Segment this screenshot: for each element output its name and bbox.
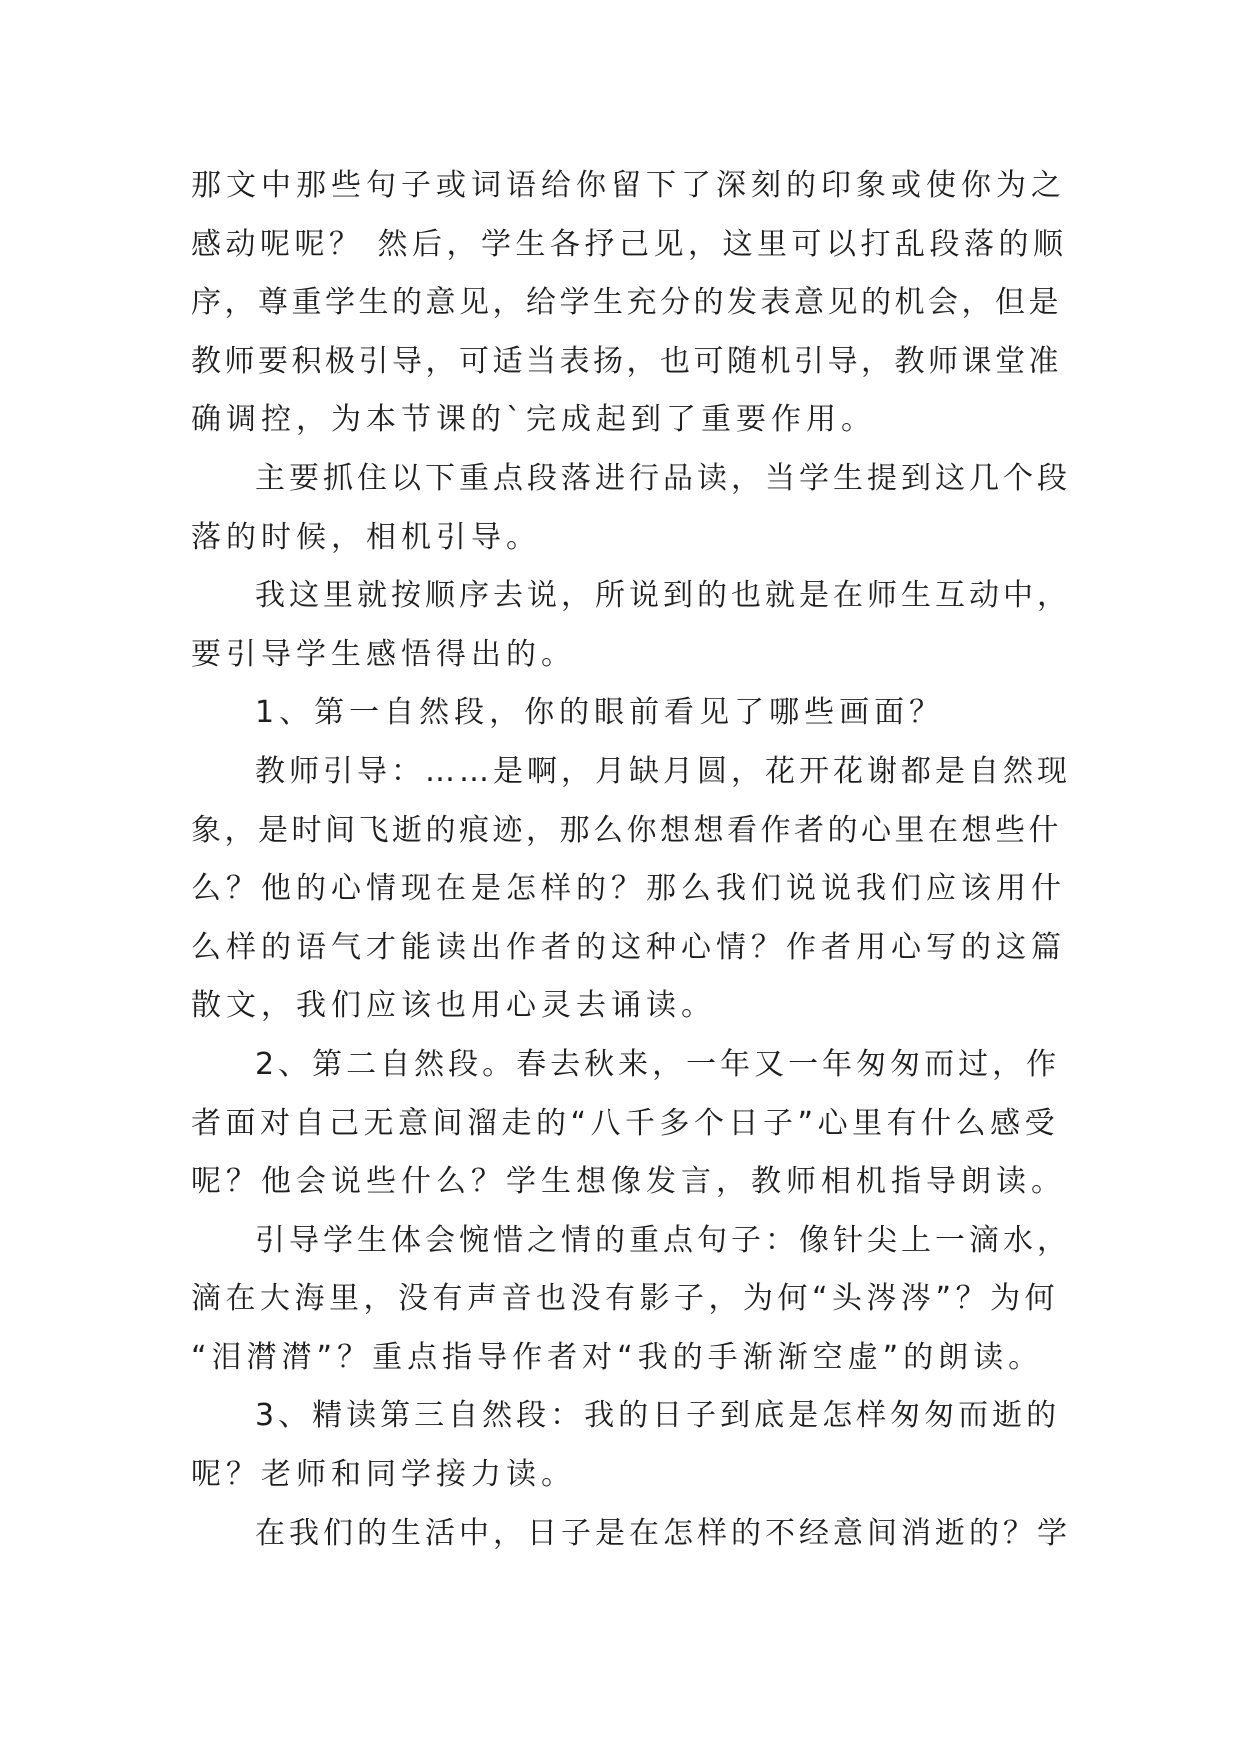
text-line: 么样的语气才能读出作者的这种心情？作者用心写的这篇 <box>191 929 1066 965</box>
text-line: 呢？他会说些什么？学生想像发言，教师相机指导朗读。 <box>191 1164 1066 1200</box>
text-line: 那文中那些句子或词语给你留下了深刻的印象或使你为之 <box>191 168 1066 203</box>
text-line: 2、第二自然段。春去秋来，一年又一年匆匆而过，作 <box>255 1046 1061 1082</box>
document-body <box>191 157 1071 1563</box>
text-line: 主要抓住以下重点段落进行品读，当学生提到这几个段 <box>255 460 1071 496</box>
text-line: 教师引导：……是啊，月缺月圆，花开花谢都是自然现 <box>255 753 1071 789</box>
text-line: 感动呢呢？ 然后，学生各抒己见，这里可以打乱段落的顺 <box>191 226 1068 262</box>
text-line: 呢？老师和同学接力读。 <box>191 1457 576 1493</box>
text-line: 教师要积极引导，可适当表扬，也可随机引导，教师课堂准 <box>191 343 1062 379</box>
text-line: 者面对自己无意间溜走的“八千多个日子”心里有什么感受 <box>191 1105 1060 1141</box>
text-line: 1、第一自然段，你的眼前看见了哪些画面？ <box>255 695 945 731</box>
text-line: 在我们的生活中，日子是在怎样的不经意间消逝的？学 <box>255 1515 1071 1551</box>
text-line: 要引导学生感悟得出的。 <box>191 636 576 672</box>
text-line: 象，是时间飞逝的痕迹，那么你想想看作者的心里在想些什 <box>191 812 1062 848</box>
text-line: 序，尊重学生的意见，给学生充分的发表意见的机会，但是 <box>191 285 1062 321</box>
text-line: 么？他的心情现在是怎样的？那么我们说说我们应该用什 <box>191 871 1066 907</box>
text-line: 确调控，为本节课的`完成起到了重要作用。 <box>191 402 876 438</box>
text-line: 3、精读第三自然段：我的日子到底是怎样匆匆而逝的 <box>255 1398 1061 1434</box>
text-line: 引导学生体会惋惜之情的重点句子：像针尖上一滴水， <box>255 1222 1071 1258</box>
text-line: 落的时候，相机引导。 <box>191 519 541 555</box>
text-line: 滴在大海里，没有声音也没有影子，为何“头涔涔”？为何 <box>191 1281 1060 1317</box>
text-line: 散文，我们应该也用心灵去诵读。 <box>191 988 716 1024</box>
text-line: 我这里就按顺序去说，所说到的也就是在师生互动中， <box>255 578 1071 614</box>
text-line: “泪潸潸”？重点指导作者对“我的手渐渐空虚”的朗读。 <box>191 1339 1044 1375</box>
